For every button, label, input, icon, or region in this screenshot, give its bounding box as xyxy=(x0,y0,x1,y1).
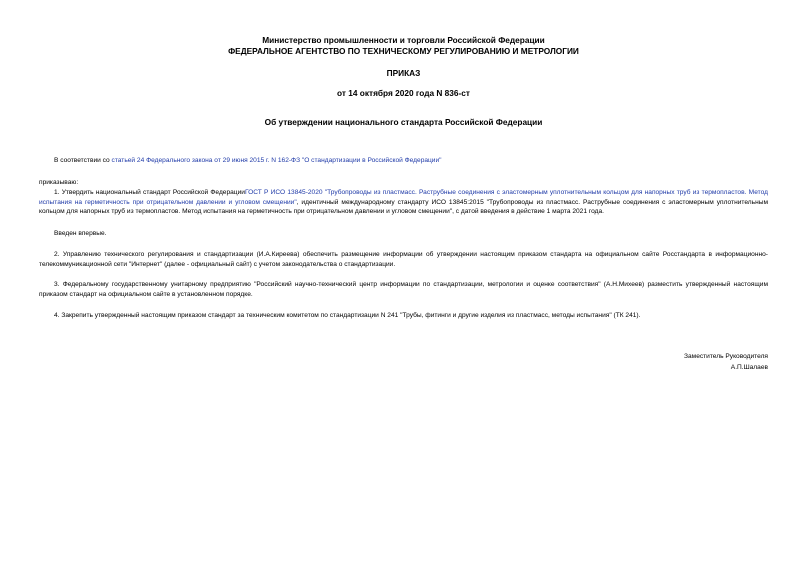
item-2: 2. Управлению технического регулирования и стандартизации (И.А.Киреева) обеспечить размещение информации об утверждении настоящим приказом стандарта на официальном сайте Росстандарта в информационно-телекоммуникационной сети "Интернет" (далее - официальный сайт) с учетом законодательства о стандартизации. xyxy=(39,251,768,268)
agency-title: ФЕДЕРАЛЬНОЕ АГЕНТСТВО ПО ТЕХНИЧЕСКОМУ РЕГУЛИРОВАНИЮ И МЕТРОЛОГИИ xyxy=(228,46,579,56)
doc-subject: Об утверждении национального стандарта Российской Федерации xyxy=(264,117,543,127)
law-link[interactable]: статьей 24 Федерального закона от 29 июня 2015 г. N 162-ФЗ "О стандартизации в Российской Федерации" xyxy=(111,157,442,164)
signature-name: А.П.Шалаев xyxy=(730,364,768,371)
item-4: 4. Закрепить утвержденный настоящим приказом стандарт за техническим комитетом по стандартизации N 241 "Трубы, фитинги и другие изделия из пластмасс, методы испытания" (ТК 241). xyxy=(54,312,641,319)
doc-date-number: от 14 октября 2020 года N 836-ст xyxy=(337,88,470,98)
item-3: 3. Федеральному государственному унитарному предприятию "Российский научно-технический центр информации по стандартизации, метрологии и оценке соответствия" (А.Н.Михеев) разместить утвержденный настоящим приказом стандарт на официальном сайте в установленном порядке. xyxy=(39,281,768,298)
item-1-suffix: , идентичный международному стандарту ИСО 13845:2015 "Трубопроводы из пластмасс. Раструбные соединения с эластомерным уплотнительным кольцом для напорных труб из термопластов. Метод испытания на герметичность при отрицательном давлении и угловом смещении", с датой введения в действие 1 марта 2021 года. xyxy=(39,198,768,216)
order-word: приказываю: xyxy=(39,179,79,186)
item-1 xyxy=(39,188,768,217)
gost-link[interactable]: ГОСТ Р ИСО 13845-2020 "Трубопроводы из пластмасс. Раструбные соединения с эластомерным уплотнительным кольцом для напорных труб из термопластов. Метод испытания на герметичность при отрицательном давлении и угловом смещении" xyxy=(39,189,768,206)
signature-position: Заместитель Руководителя xyxy=(684,353,768,360)
preamble-prefix: В соответствии со xyxy=(54,157,112,164)
ministry-title: Министерство промышленности и торговли Российской Федерации xyxy=(262,35,545,45)
item-1-prefix: 1. Утвердить национальный стандарт Российской Федерации xyxy=(54,189,245,196)
preamble xyxy=(39,156,768,166)
first-time-note: Введен впервые. xyxy=(54,230,107,237)
doc-type: ПРИКАЗ xyxy=(386,68,421,78)
